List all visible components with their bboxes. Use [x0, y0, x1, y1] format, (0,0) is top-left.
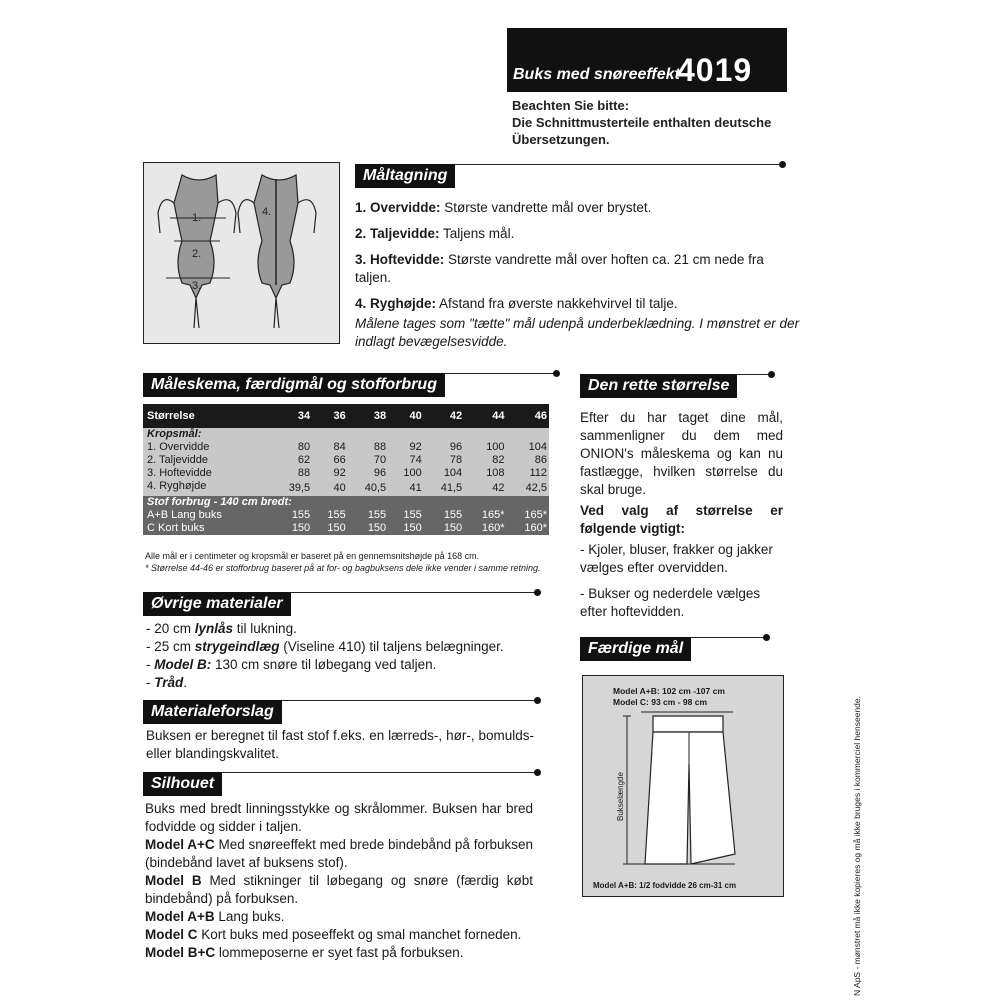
- finished-bottom-label: Model A+B: 1/2 fodvidde 26 cm-31 cm: [593, 881, 737, 890]
- list-item: - 25 cm strygeindlæg (Viseline 410) til taljens belægninger.: [146, 639, 504, 654]
- measure-item: 4. Ryghøjde: Afstand fra øverste nakkehvirvel til talje.: [355, 296, 678, 311]
- measuring-note: Målene tages som "tætte" mål udenpå underbeklædning. I mønstret er der indlagt bevægelsesvidde.: [355, 316, 800, 349]
- model-description: Model A+B Lang buks.: [145, 909, 285, 924]
- size-chart-table: Størrelse 34 36 38 40 42 44 46 Kropsmål: 1. Overvidde 80 84 88 92 96 100 104 2. Taljevidde 62 66 70 74 78 82 86 3. Hoftevidde 88 92 96 100 104 108 112 4. Ryghøjde 39,5 40 40,5 41 41,5 42 42,5 Stof forbrug - 140 cm bredt: A+B Lang buks 155 155 155 155 155 165* 165* C Kort buks 150 150 150 150 150 160* 160*: [143, 404, 549, 535]
- other-materials-list: [146, 620, 546, 692]
- trouser-length-label: Bukselængde: [616, 772, 625, 821]
- list-item: - Tråd.: [146, 675, 188, 690]
- measuring-list: [355, 199, 800, 351]
- table-row: 2. Taljevidde 62 66 70 74 78 82 86: [143, 454, 549, 467]
- list-item: - Bukser og nederdele vælges efter hoftevidden.: [580, 586, 761, 619]
- bullet-dot: [768, 371, 775, 378]
- measure-item: 3. Hoftevidde: Største vandrette mål over hoften ca. 21 cm nede fra taljen.: [355, 252, 764, 285]
- finished-line1: Model A+B: 102 cm -107 cm: [613, 686, 725, 696]
- bullet-dot: [779, 161, 786, 168]
- list-item: - Model B: 130 cm snøre til løbegang ved taljen.: [146, 657, 437, 672]
- table-row: 1. Overvidde 80 84 88 92 96 100 104: [143, 441, 549, 454]
- size-chart-footnote: * Størrelse 44-46 er stofforbrug baseret på at for- og bagbuksens dele ikke vender i samme retning.: [145, 563, 541, 573]
- bullet-dot: [553, 370, 560, 377]
- model-description: Model C Kort buks med poseeffekt og smal manchet forneden.: [145, 927, 522, 942]
- model-description: Model B+C lommeposerne er syet fast på forbuksen.: [145, 945, 464, 960]
- right-size-heading: Den rette størrelse: [580, 374, 737, 398]
- model-description: Model B Med stikninger til løbegang og snøre (færdig købt bindebånd) på forbuksen.: [145, 873, 533, 906]
- bullet-dot: [534, 697, 541, 704]
- silhouette-heading: Silhouet: [143, 772, 222, 796]
- finished-measure-figure: [582, 675, 784, 897]
- right-size-subheading: Ved valg af størrelse er følgende vigtigt:: [580, 503, 783, 536]
- right-size-text: Efter du har taget dine mål, sammenligner du dem med ONION's måleskema og kan nu fastlægge, hvilken størrelse du skal bruge.: [580, 410, 783, 497]
- pattern-number: 4019: [677, 52, 753, 88]
- table-row: 3. Hoftevidde 88 92 96 100 104 108 112: [143, 467, 549, 480]
- copyright-text: N ApS - mønstret må ikke kopieres og må ikke bruges i kommerciel henseende.: [852, 696, 862, 996]
- right-size-points: [580, 541, 785, 621]
- svg-text:4.: 4.: [262, 206, 272, 218]
- table-row: C Kort buks 150 150 150 150 150 160* 160*: [143, 522, 549, 535]
- svg-text:1.: 1.: [192, 212, 202, 224]
- svg-text:2.: 2.: [192, 248, 202, 260]
- bullet-dot: [534, 769, 541, 776]
- body-measure-figure: [143, 162, 340, 344]
- material-suggestion-heading: Materialeforslag: [143, 700, 282, 724]
- size-chart-heading: Måleskema, færdigmål og stofforbrug: [143, 373, 445, 397]
- material-suggestion-text: Buksen er beregnet til fast stof f.eks. en lærreds-, hør-, bomulds- eller blandingskvalitet.: [146, 728, 534, 761]
- bullet-dot: [534, 589, 541, 596]
- measure-item: 1. Overvidde: Største vandrette mål over brystet.: [355, 200, 652, 215]
- pattern-name: Buks med snøreeffekt: [513, 66, 680, 83]
- bullet-dot: [763, 634, 770, 641]
- table-row: A+B Lang buks 155 155 155 155 155 165* 165*: [143, 509, 549, 522]
- list-item: - 20 cm lynlås til lukning.: [146, 621, 297, 636]
- trousers-illustration: [583, 676, 783, 896]
- silhouette-text: Buks med bredt linningsstykke og skrålommer. Buksen har bred fodvidde og sidder i taljen. Model A+C Med snøreeffekt med brede bindebånd på forbuksen (bindebånd lavet af buksens stof). Model B Med stikninger til løbegang og snøre (færdig købt bindebånd) på forbuksen. Model A+B Lang buks. Model C Kort buks med poseeffekt og smal manchet forneden. Model B+C lommeposerne er syet fast på forbuksen.: [145, 801, 533, 960]
- model-description: Model A+C Med snøreeffekt med brede bindebånd på forbuksen (bindebånd lavet af buksens stof).: [145, 837, 533, 870]
- other-materials-heading: Øvrige materialer: [143, 592, 291, 616]
- svg-text:3.: 3.: [192, 280, 202, 292]
- measuring-heading: Måltagning: [355, 164, 455, 188]
- body-figure-illustration: [144, 163, 339, 343]
- german-note: Beachten Sie bitte: Die Schnittmusterteile enthalten deutsche Übersetzungen.: [512, 98, 772, 147]
- size-chart-footnote: Alle mål er i centimeter og kropsmål er baseret på en gennemsnitshøjde på 168 cm.: [145, 551, 480, 561]
- measure-item: 2. Taljevidde: Taljens mål.: [355, 226, 515, 241]
- list-item: - Kjoler, bluser, frakker og jakker vælges efter overvidden.: [580, 542, 773, 575]
- finished-heading: Færdige mål: [580, 637, 691, 661]
- table-row: 4. Ryghøjde 39,5 40 40,5 41 41,5 42 42,5: [143, 480, 549, 496]
- finished-line2: Model C: 93 cm - 98 cm: [613, 697, 708, 707]
